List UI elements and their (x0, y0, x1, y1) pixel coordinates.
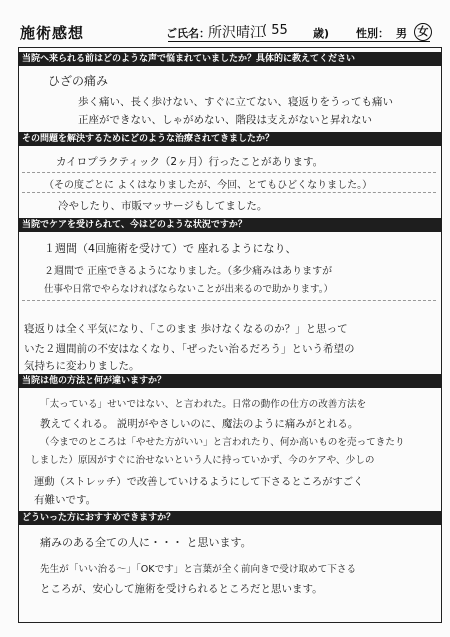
header (18, 22, 440, 44)
question-1: 当院へ来られる前はどのような声で悩まれていましたか？具体的に教えてください (18, 52, 442, 66)
answer-3-line-6: 気持ちに変わりました。 (24, 360, 140, 372)
answer-5-line-1: 痛みのある全ての人に・・・ と思います。 (40, 536, 252, 549)
question-2: その問題を解決するためにどのような治療されてきましたか？ (18, 132, 442, 146)
answer-3-line-3: 仕事や日常でやらなければならないことが出来るので助かります。） (44, 284, 333, 295)
ruled-line (22, 192, 436, 193)
answer-2-line-3: 冷やしたり、市販マッサージもしてました。 (58, 200, 268, 212)
sex-label: 性別： (356, 27, 389, 40)
ruled-line (22, 300, 436, 301)
question-5: どういった方におすすめできますか？ (18, 511, 442, 525)
sex-female-option-circled: 女 (414, 23, 432, 41)
page-title: 施術感想 (20, 24, 85, 42)
ruled-line (22, 172, 436, 173)
answer-2-line-1: カイロプラクティック（2ヶ月）行ったことがあります。 (56, 156, 324, 168)
answer-4-line-4: しました）原因がすぐに治せないという人に持っていかず、今のケアや、少しの (30, 455, 375, 466)
age-value: ( 55 (262, 23, 288, 38)
answer-4-line-6: 有難いです。 (34, 494, 97, 506)
answer-1-line-1: ひざの痛み (48, 74, 109, 88)
answer-4-line-3: （今までのところは「やせた方がいい」と言われたり、何か高いものを売ってきたり (40, 437, 405, 448)
answer-3-line-1: １週間（4回施術を受けて）で 座れるようになり、 (44, 242, 297, 255)
answer-5-line-2: 先生が「いい治る〜」「OKです」と言葉が全く前向きで受け取めて下さる (40, 564, 357, 575)
answer-3-line-4: 寝返りは全く平気になり、「このまま 歩けなくなるのか？」と思って (24, 323, 348, 335)
answer-4-line-5: 運動（ストレッチ）で改善していけるようにして下さるところがすごく (34, 476, 364, 488)
header-underline (168, 41, 430, 42)
age-label: 歳) (313, 27, 330, 40)
answer-1-line-2: 歩く痛い、長く歩けない、すぐに立てない、寝返りをうっても痛い (78, 96, 393, 108)
question-3: 当院でケアを受けられて、今はどのような状況ですか？ (18, 218, 442, 232)
answer-5-line-3: ところが、安心して施術を受けられるところだと思います。 (40, 583, 323, 595)
question-4: 当院は他の方法と何が違いますか？ (18, 374, 442, 388)
answer-3-line-5: いた２週間前の不安はなくなり、「ぜったい治るだろう」という希望の (24, 343, 355, 355)
answer-2-line-2: （その度ごとに よくはなりましたが、今回、とてもひどくなりました。） (44, 180, 373, 191)
name-label: ご氏名： (166, 27, 210, 40)
name-value: 所沢晴江 (208, 25, 264, 41)
answer-1-line-3: 正座ができない、しゃがめない、階段は支えがないと昇れない (78, 114, 372, 126)
answer-3-line-2: ２週間で 正座できるようになりました。（多少痛みはありますが (44, 266, 333, 277)
answer-4-line-2: 教えてくれる。 説明がやさしいのに、魔法のように痛みがとれる。 (40, 418, 359, 430)
sex-male-option: 男 (396, 27, 407, 40)
answer-4-line-1: 「太っている」せいではない、と言われた。日常の動作の仕方の改善方法を (40, 399, 367, 410)
